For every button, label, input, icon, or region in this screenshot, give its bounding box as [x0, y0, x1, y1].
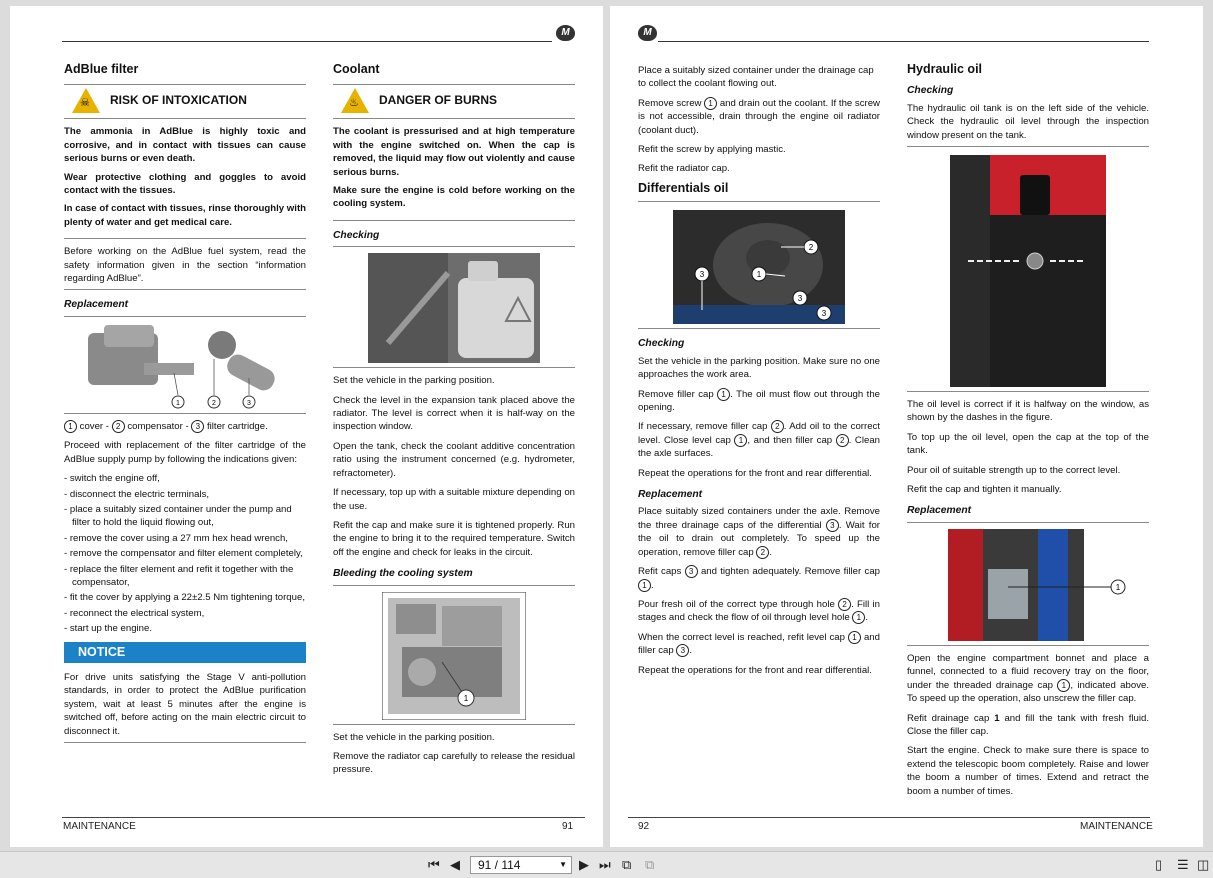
text-run: . — [651, 579, 654, 591]
body-paragraph: Refit the cap and tighten it manually. — [907, 484, 1062, 496]
callout-number: 1 — [64, 420, 77, 433]
callout-number: 2 — [771, 420, 784, 433]
body-paragraph — [638, 505, 880, 559]
list-item: - replace the filter element and refit it together with the compensator, — [64, 563, 294, 588]
figure-callout: 1 — [176, 399, 180, 407]
text-run: . — [865, 612, 869, 624]
body-paragraph: Remove the radiator cap carefully to release the residual pressure. — [333, 750, 575, 776]
header-rule — [658, 41, 1149, 42]
procedure-steps — [64, 472, 306, 635]
body-paragraph: Place a suitably sized container under the drainage cap to collect the coolant flowing out. — [638, 65, 874, 90]
figure-callout: 2 — [212, 399, 216, 407]
section-heading: Hydraulic oil — [907, 62, 983, 76]
logo-letter: M — [643, 27, 652, 38]
bold-number: 1 — [994, 712, 1000, 724]
coolant-column — [333, 61, 575, 783]
prev-page-icon[interactable]: ◀ — [450, 857, 460, 872]
figure-callout: 1 — [756, 270, 762, 280]
engine-bleed-figure — [333, 590, 575, 725]
callout-number: 2 — [836, 434, 849, 447]
drain-cap-figure — [907, 527, 1149, 646]
text-run: Refit drainage cap — [907, 712, 995, 724]
body-paragraph: To top up the oil level, open the cap at the top of the tank. — [907, 431, 1149, 457]
callout-number: 1 — [717, 388, 730, 401]
body-paragraph — [638, 420, 880, 460]
warning-title: RISK OF INTOXICATION — [110, 93, 247, 108]
two-page-view-icon[interactable]: ◫ — [1197, 857, 1210, 872]
viewer-toolbar — [0, 851, 1213, 878]
body-paragraph: Start the engine. Check to make sure there is space to extend the telescopic boom completely. Raise and lower the boom a number of times. Extend and retract the boom a number of times. — [907, 745, 1149, 797]
callout-number: 1 — [1057, 679, 1070, 692]
adblue-filter-figure — [64, 321, 306, 414]
callout-number: 3 — [676, 644, 689, 657]
figure-callout: 2 — [808, 243, 814, 253]
header-rule — [62, 41, 552, 42]
warning-paragraph: Wear protective clothing and goggles to avoid contact with the tissues. — [64, 171, 306, 197]
body-paragraph: Refit the cap and make sure it is tightened properly. Run the engine to bring it to the required temperature. Switch off the engine and check for leaks in the circuit. — [333, 519, 575, 558]
warning-title: DANGER OF BURNS — [379, 93, 498, 108]
adblue-column — [64, 61, 306, 749]
list-item: - start up the engine. — [64, 623, 152, 635]
callout-number: 1 — [734, 434, 747, 447]
right-page — [610, 6, 1203, 847]
sub-heading: Checking — [907, 85, 954, 97]
figure-callout: 3 — [797, 294, 803, 304]
procedure-intro: Proceed with replacement of the filter cartridge of the AdBlue supply pump by following the indications given: — [64, 440, 306, 465]
section-heading: AdBlue filter — [64, 62, 139, 76]
body-paragraph: Set the vehicle in the parking position. — [333, 731, 495, 743]
sub-heading: Replacement — [638, 489, 703, 501]
warning-text — [333, 125, 575, 220]
warning-paragraph: The coolant is pressurised and at high temperature with the engine switched on. When the cap is removed, the liquid may flow out violently and cause serious burns. — [333, 126, 575, 178]
logo-letter: M — [561, 27, 570, 38]
text-run: If necessary, remove filler cap — [638, 421, 771, 433]
list-item: - reconnect the electrical system, — [64, 607, 205, 619]
callout-number: 3 — [191, 420, 204, 433]
body-paragraph: Open the tank, check the coolant additive concentration ratio using the instrument concerned (e.g. hydrometer, refractometer). — [333, 440, 575, 479]
text-run: When the correct level is reached, refit level cap — [638, 631, 848, 643]
body-paragraph — [638, 565, 880, 592]
body-paragraph: Pour oil of suitable strength up to the correct level. — [907, 464, 1121, 476]
page-number: 92 — [638, 821, 650, 832]
sub-heading: Replacement — [907, 504, 1149, 522]
text-run: and tighten adequately. Remove filler cap — [697, 566, 880, 578]
notice-text: For drive units satisfying the Stage V anti-pollution standards, in order to protect the AdBlue purification system, wait at least 5 minutes after the engine is switched off, before acting on the main electric circuit to disconnect it. — [64, 671, 306, 743]
callout-number: 1 — [848, 631, 861, 644]
brand-logo — [638, 25, 657, 41]
sub-heading: Bleeding the cooling system — [333, 567, 575, 585]
skull-hazard-icon: ☠ — [72, 88, 100, 113]
body-paragraph: Refit the radiator cap. — [638, 163, 730, 175]
section-heading: Differentials oil — [638, 182, 880, 202]
body-paragraph: The oil level is correct if it is halfway on the window, as shown by the dashes in the figure. — [907, 399, 1149, 424]
differentials-column — [638, 64, 880, 683]
page-selector[interactable] — [470, 856, 572, 874]
engine-illustration — [382, 592, 526, 720]
expansion-tank-photo — [368, 253, 540, 363]
copy-icon[interactable]: ⧉ — [622, 857, 632, 872]
figure-callout: 1 — [1115, 582, 1121, 592]
warning-box — [64, 84, 306, 119]
list-item: - switch the engine off, — [64, 473, 160, 485]
hydraulic-tank-figure — [907, 153, 1149, 392]
text-run: . Wait for the oil to drain out completely. To speed up the operation, remove filler cap — [638, 519, 880, 558]
chevron-down-icon: ▼ — [559, 860, 567, 869]
single-page-view-icon[interactable]: ▯ — [1155, 857, 1163, 872]
caption-text: filter cartridge. — [204, 420, 268, 432]
differential-photo — [673, 210, 845, 324]
warning-paragraph: The ammonia in AdBlue is highly toxic and corrosive, and in contact with tissues can cause serious burns or even death. — [64, 126, 306, 165]
warning-paragraph: In case of contact with tissues, rinse thoroughly with plenty of water and get medical care. — [64, 203, 306, 228]
text-run: . — [769, 546, 773, 558]
drain-cap-photo — [928, 529, 1128, 641]
caption-text: cover - — [77, 420, 112, 432]
text-run: Place suitably sized containers under the axle. Remove the three drainage caps of the differential — [638, 506, 880, 531]
warning-text — [64, 125, 306, 239]
text-run: Pour fresh oil of the correct type through hole — [638, 599, 839, 611]
callout-number: 2 — [756, 546, 769, 559]
hydraulic-column — [907, 61, 1149, 804]
body-paragraph — [638, 631, 880, 658]
callout-number: 2 — [112, 420, 125, 433]
first-page-icon[interactable]: ⏮ — [428, 857, 440, 872]
warning-box — [333, 84, 575, 119]
body-paragraph: If necessary, top up with a suitable mixture depending on the use. — [333, 487, 575, 512]
figure-callout: 3 — [247, 399, 251, 407]
caption-text: compensator - — [124, 420, 192, 432]
callout-number: 1 — [638, 579, 651, 592]
footer-rule — [62, 817, 585, 818]
text-run: Remove filler cap — [638, 388, 718, 400]
next-page-icon[interactable]: ▶ — [579, 857, 589, 872]
sub-heading: Checking — [333, 229, 575, 247]
callout-number: 3 — [826, 519, 839, 532]
last-page-icon[interactable]: ⏭ — [599, 857, 611, 872]
figure-callout: 3 — [699, 270, 705, 280]
list-item: - fit the cover by applying a 22±2.5 Nm tightening torque, — [64, 592, 305, 604]
footer-rule — [628, 817, 1150, 818]
section-heading: Coolant — [333, 62, 380, 76]
footer-section: MAINTENANCE — [63, 821, 136, 832]
body-paragraph: Check the level in the expansion tank placed above the radiator. The level is correct when it is half-way on the inspection window. — [333, 394, 575, 433]
left-page — [10, 6, 603, 847]
text-run: Open the engine compartment bonnet and place a funnel, connected to a fluid recovery tray on the floor, under the threaded drainage cap — [907, 652, 1149, 691]
body-paragraph — [638, 598, 880, 625]
text-run: Refit caps — [638, 566, 685, 578]
text-run: . — [689, 645, 693, 657]
list-item: - remove the cover using a 27 mm hex head wrench, — [64, 532, 288, 544]
expansion-tank-figure — [333, 251, 575, 368]
list-item: - disconnect the electric terminals, — [64, 488, 210, 500]
text-run: and drain out the coolant. If the screw is not accessible, drain through the engine oil radiator (coolant duct). — [638, 97, 880, 136]
callout-number: 3 — [685, 565, 698, 578]
notice-banner: NOTICE — [64, 642, 306, 663]
text-run: . Clean the axle surfaces. — [638, 434, 880, 460]
body-paragraph: Refit the screw by applying mastic. — [638, 144, 786, 156]
intro-paragraph: Before working on the AdBlue fuel system, read the safety information given in the section “information regarding AdBlue”. — [64, 245, 306, 290]
continuous-view-icon[interactable]: ☰ — [1177, 857, 1189, 872]
body-paragraph — [907, 712, 1149, 739]
callout-number: 2 — [838, 598, 851, 611]
text-run: and filler cap — [638, 631, 880, 657]
body-paragraph: Repeat the operations for the front and rear differential. — [638, 664, 872, 676]
text-run: . Add oil to the correct level. Close level cap — [638, 421, 880, 446]
body-paragraph: The hydraulic oil tank is on the left side of the vehicle. Check the hydraulic oil level through the inspection window present on the tank. — [907, 102, 1149, 147]
text-run: . The oil must flow out through the opening. — [638, 388, 880, 413]
callout-number: 1 — [852, 611, 865, 624]
text-run: , and then filler cap — [747, 434, 836, 446]
body-paragraph: Repeat the operations for the front and rear differential. — [638, 467, 872, 479]
body-paragraph — [907, 652, 1149, 706]
figure-callout: 1 — [463, 693, 469, 703]
footer-section: MAINTENANCE — [1080, 821, 1153, 832]
differential-figure — [638, 208, 880, 329]
burn-hazard-icon: ♨ — [341, 88, 369, 113]
page-indicator: 91 / 114 — [478, 858, 521, 872]
figure-caption — [64, 420, 306, 433]
text-run: , indicated above. To speed up the operation, also unscrew the filler cap. — [907, 679, 1149, 705]
body-paragraph — [638, 97, 880, 137]
text-run: and fill the tank with fresh fluid. Close the filler cap. — [907, 712, 1149, 737]
brand-logo — [556, 25, 575, 41]
page-number: 91 — [562, 821, 574, 832]
hydraulic-tank-photo — [950, 155, 1106, 387]
adblue-filter-illustration — [74, 323, 296, 409]
paste-icon[interactable]: ⧉ — [645, 857, 655, 872]
sub-heading: Replacement — [64, 298, 306, 316]
warning-paragraph: Make sure the engine is cold before working on the cooling system. — [333, 185, 575, 210]
list-item: - place a suitably sized container under the pump and filter to hold the liquid flowing out, — [64, 503, 292, 529]
body-paragraph — [638, 388, 880, 415]
list-item: - remove the compensator and filter element completely, — [64, 548, 303, 560]
sub-heading: Checking — [638, 338, 685, 350]
text-run: . Fill in stages and check the flow of oil through level hole — [638, 599, 881, 624]
text-run: Remove screw — [638, 97, 705, 109]
callout-number: 1 — [704, 97, 717, 110]
figure-callout: 3 — [821, 309, 827, 319]
body-paragraph: Set the vehicle in the parking position. Make sure no one approaches the work area. — [638, 355, 880, 381]
body-paragraph: Set the vehicle in the parking position. — [333, 375, 495, 387]
